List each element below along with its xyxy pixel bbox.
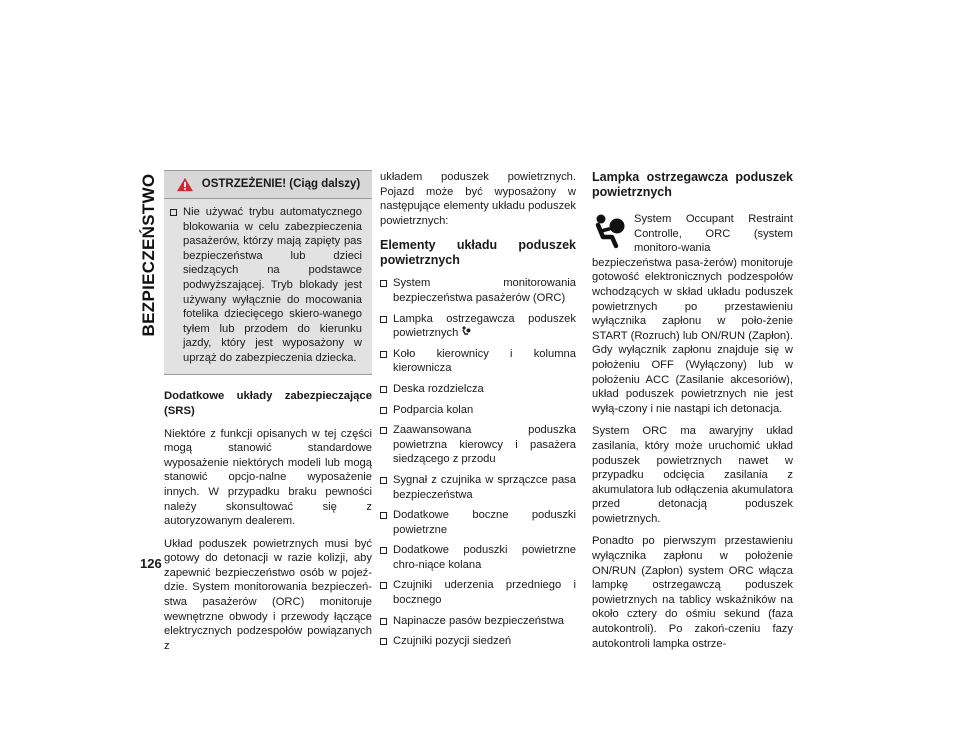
bullet-icon <box>380 386 387 393</box>
bullet-icon <box>380 427 387 434</box>
airbag-warning-icon <box>592 212 628 250</box>
orc-block <box>592 212 793 424</box>
list-item <box>380 578 576 607</box>
list-item-text: Podparcia kolan <box>393 403 474 416</box>
bullet-icon <box>170 209 177 216</box>
page-number: 126 <box>140 556 162 571</box>
srs-paragraph-2: Układ poduszek powietrznych musi być gotowy do detonacji w razie kolizji, aby zapewnić bezpieczeństwo osób w pojeź-dzie. System monitorowania bezpieczeń-stwa pasażerów (ORC) monitoruje wewnętrzne obwody i przewody łączące elektrycznych podzespołów powiązanych z <box>164 537 372 652</box>
bullet-icon <box>380 618 387 625</box>
bullet-icon <box>380 512 387 519</box>
airbag-small-icon <box>461 326 471 338</box>
airbag-warning-light-heading: Lampka ostrzegawcza poduszek powietrznych <box>592 170 793 199</box>
list-item-text: Napinacze pasów bezpieczeństwa <box>393 614 565 627</box>
list-item-text: Czujniki uderzenia przedniego i bocznego <box>393 579 576 607</box>
list-item-text: Koło kierownicy i kolumna kierownicza <box>393 347 576 375</box>
list-item-text: System monitorowania bezpieczeństwa pasażerów (ORC) <box>393 277 576 304</box>
column-right <box>592 170 793 659</box>
list-item-text: Dodatkowe boczne poduszki powietrzne <box>393 509 576 536</box>
airbag-intro-paragraph: układem poduszek powietrznych. Pojazd może być wyposażony w następujące elementy układu poduszek powietrznych: <box>380 171 576 227</box>
section-side-tab <box>138 170 160 340</box>
bullet-icon <box>380 351 387 358</box>
list-item <box>380 382 576 397</box>
airbag-components-heading: Elementy układu poduszek powietrznych <box>380 238 576 268</box>
orc-paragraph-1: System Occupant Restraint Controlle, ORC (system monitoro-wania bezpieczeństwa pasa-żerów) monitoruje gotowość elektronicznych podzespołów wchodzących w skład układu poduszek powietrznych po przestawieniu wyłącznika zapłonu w poło-żenie START (Rozruch) lub ON/RUN (Zapłon). Gdy wyłącznik zapłonu znajduje się w położeniu OFF (Wyłączony) lub w położeniu ACC (Zasilanie akcesoriów), układ poduszek powietrznych nie jest wyłą-czony i nie nastąpi ich detonacja. <box>592 213 793 415</box>
orc-paragraph-3: Ponadto po pierwszym przestawieniu wyłącznika zapłonu w położenie ON/RUN (Zapłon) system ORC włącza lampkę ostrzegawczą poduszek powietrznych na tablicy wskaźników na około cztery do ośmiu sekund (faza autokontroli). Po zakoń-czeniu fazy autokontroli lampka ostrze- <box>592 535 793 650</box>
list-item-text: Lampka ostrzegawcza poduszek powietrznych <box>393 312 576 340</box>
list-item <box>380 634 576 649</box>
column-left <box>164 170 372 661</box>
list-item <box>380 347 576 376</box>
bullet-icon <box>380 477 387 484</box>
list-item <box>380 508 576 537</box>
warning-box <box>164 170 372 375</box>
orc-paragraph-2: System ORC ma awaryjny układ zasilania, który może uruchomić układ poduszek powietrznych nawet w przypadku odcięcia zasilania z akumulatora lub odłączenia akumulatora przed detonacją poduszek powietrznych. <box>592 425 793 525</box>
warning-title: OSTRZEŻENIE! (Ciąg dalszy) <box>201 178 361 191</box>
list-item-text: Deska rozdzielcza <box>393 382 484 395</box>
list-item-text-with-icon <box>393 312 576 341</box>
list-item <box>380 614 576 629</box>
srs-paragraph-1: Niektóre z funkcji opisanych w tej części mogą stanowić standardowe wyposażenie niektórych modeli lub mogą stanowić opcjo-nalne wyposażenie innych. W przypadku braku pewności należy skonsultować się z autoryzowanym dealerem. <box>164 427 372 528</box>
list-item <box>380 423 576 467</box>
list-item-text: Zaawansowana poduszka powietrzna kierowcy i pasażera siedzącego z przodu <box>393 424 576 466</box>
list-item <box>380 276 576 305</box>
warning-header <box>164 171 372 199</box>
column-middle <box>380 170 576 655</box>
list-item-text: Dodatkowe poduszki powietrzne chro-niące kolana <box>393 544 576 571</box>
section-title: BEZPIECZEŃSTWO <box>139 173 158 337</box>
bullet-icon <box>380 280 387 287</box>
list-item <box>380 473 576 502</box>
bullet-icon <box>380 638 387 645</box>
bullet-icon <box>380 316 387 323</box>
list-item <box>380 543 576 572</box>
bullet-icon <box>380 407 387 414</box>
warning-item <box>164 199 372 366</box>
warning-text: Nie używać trybu automatycznego blokowania w celu zabezpieczenia pasażerów, którzy mają zapięty pas bezpieczeństwa lub dzieci siedzących na podstawce podwyższającej. Tryb blokady jest używany wyłącznie do mocowania fotelika dziecięcego skiero-wanego tyłem lub przodem do kierunku jazdy, który jest wyposażony w uprząż do zabezpieczenia dziecka. <box>183 206 362 364</box>
list-item-text: Sygnał z czujnika w sprzączce pasa bezpieczeństwa <box>393 473 576 501</box>
bullet-icon <box>380 582 387 589</box>
bullet-icon <box>380 547 387 554</box>
list-item-text: Czujniki pozycji siedzeń <box>393 635 512 648</box>
list-item <box>380 403 576 418</box>
warning-triangle-icon <box>176 177 194 192</box>
srs-heading: Dodatkowe układy zabezpieczające (SRS) <box>164 389 372 417</box>
list-item <box>380 312 576 341</box>
